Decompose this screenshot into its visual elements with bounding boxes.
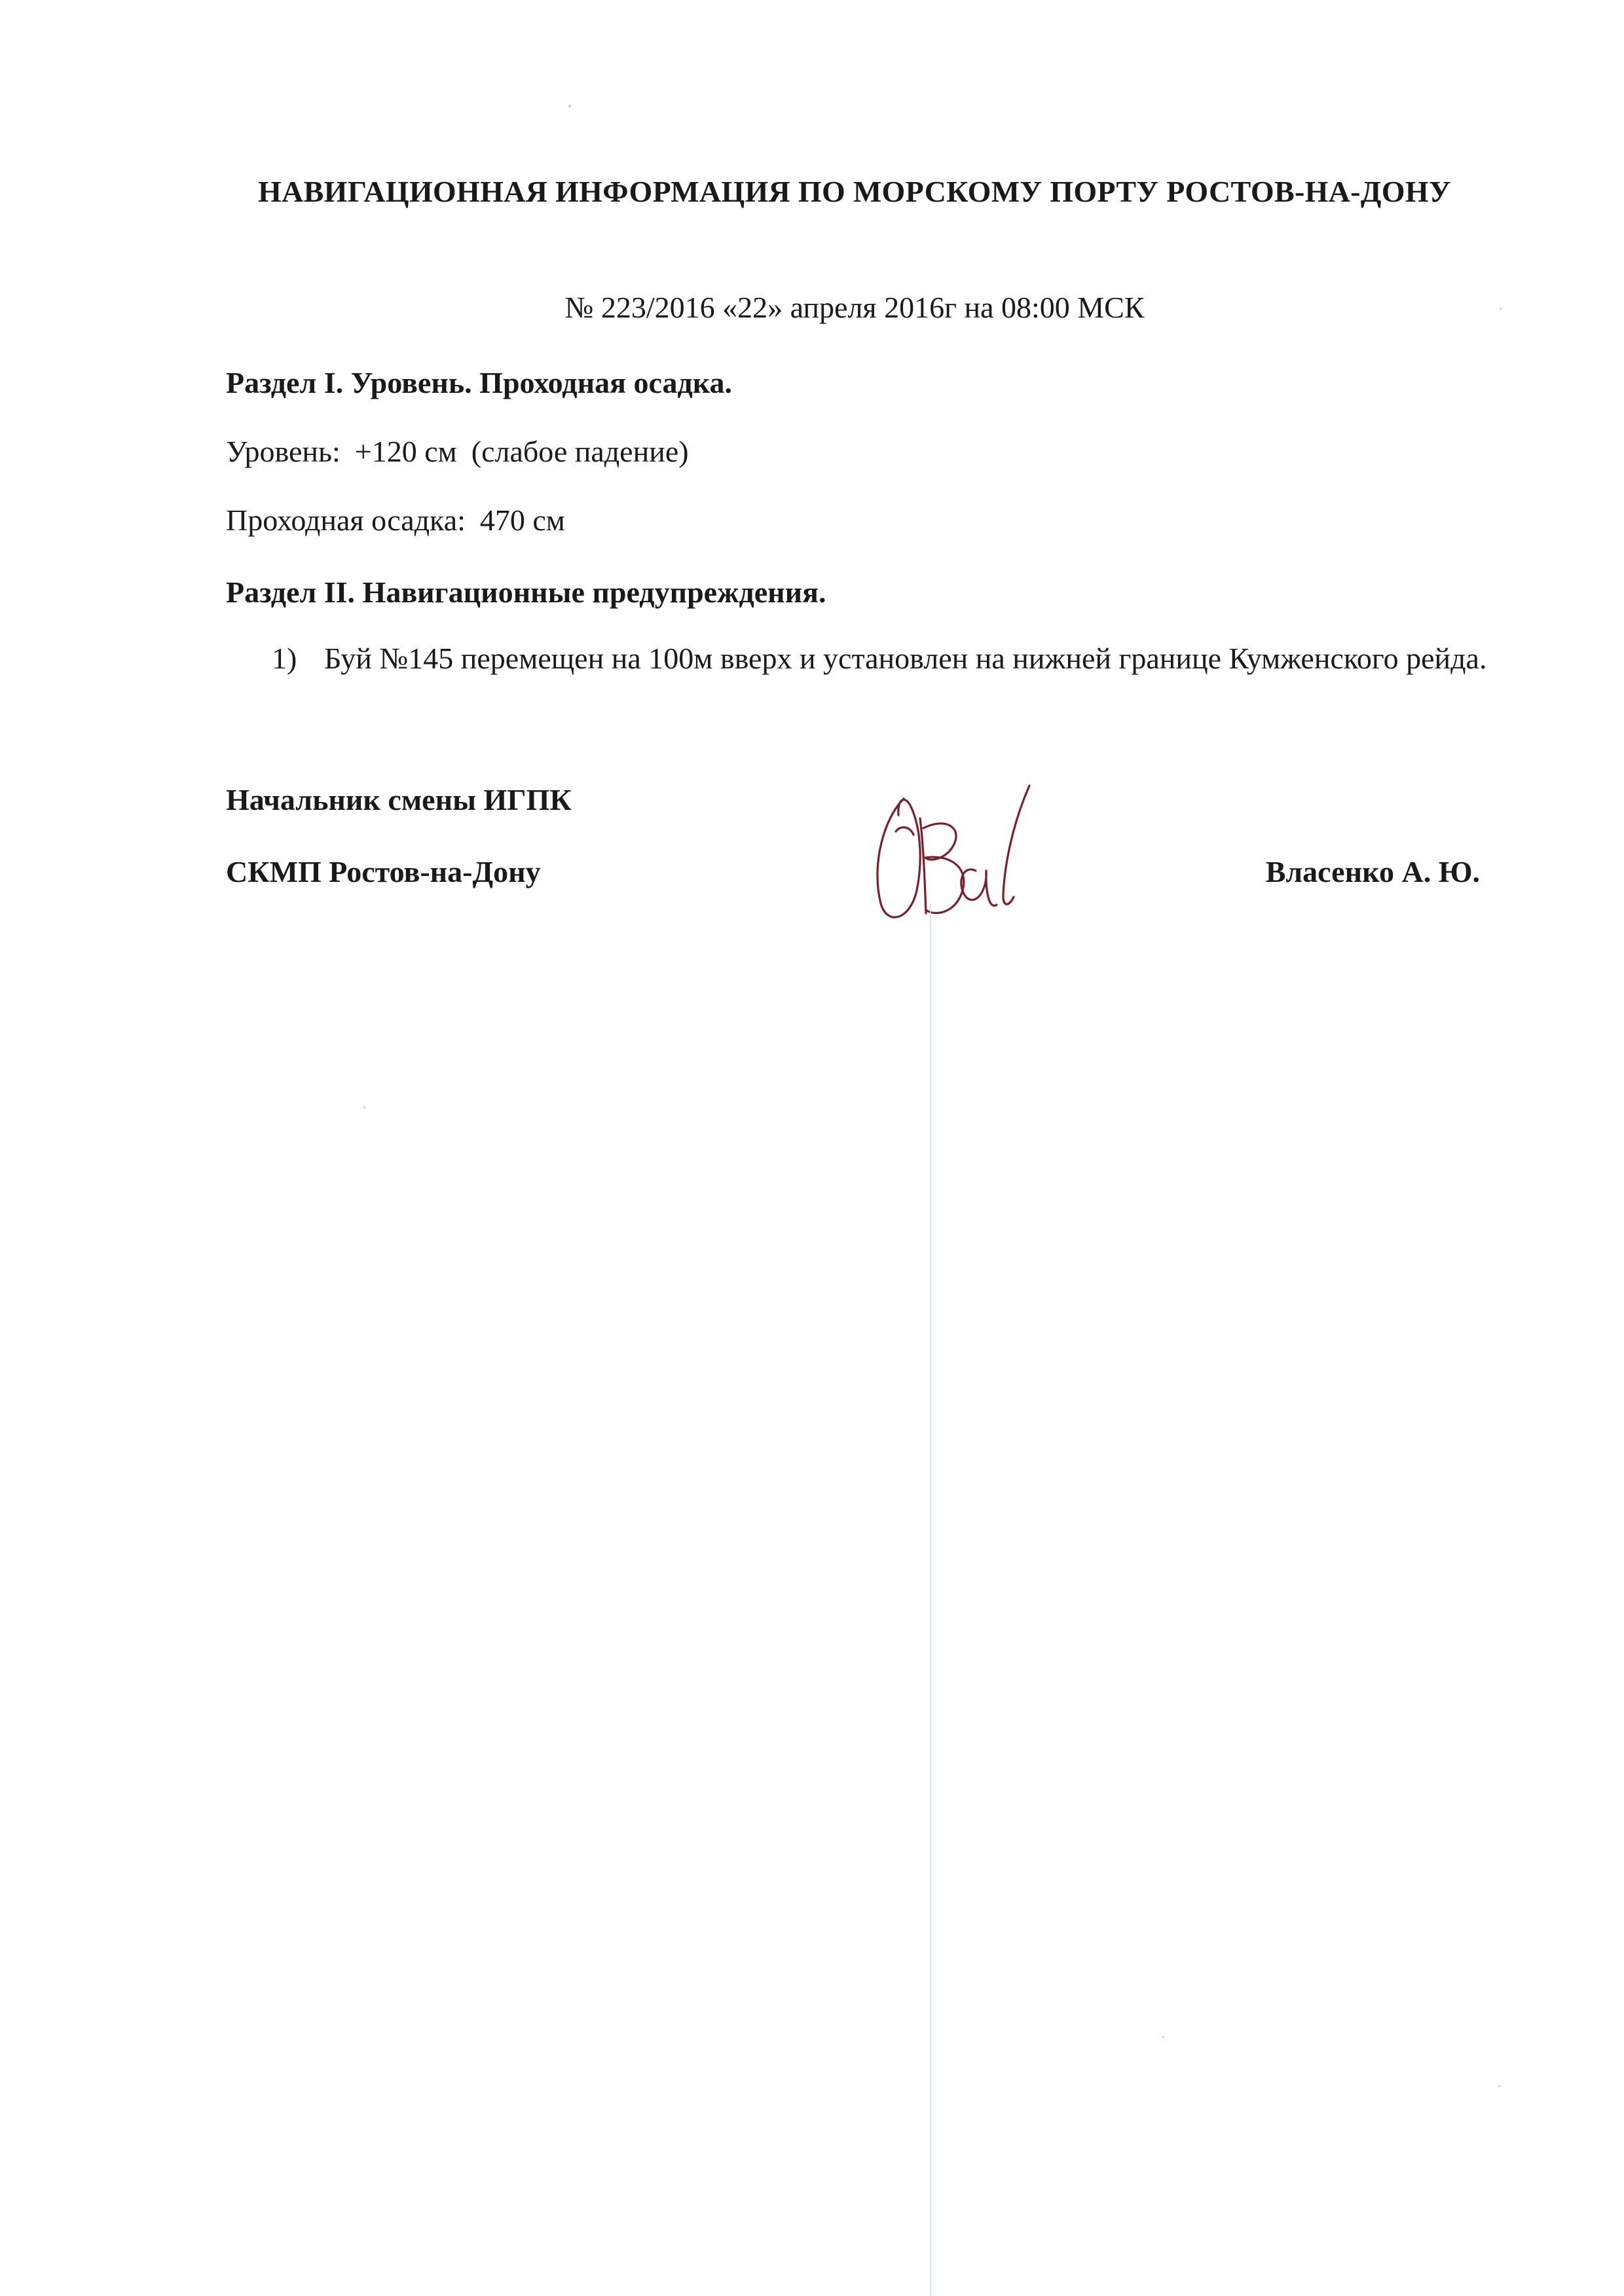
signatory-organization: СКМП Ростов-на-Дону bbox=[226, 855, 541, 888]
water-level-label: Уровень: bbox=[226, 435, 341, 468]
navigation-warning-item bbox=[272, 638, 1513, 679]
warning-item-text: Буй №145 перемещен на 100м вверх и установлен на нижней границе Кумженского рейда. bbox=[324, 642, 1487, 675]
scan-artifact-line bbox=[930, 903, 931, 2296]
scan-speck bbox=[1500, 308, 1502, 310]
signatory-name: Власенко А. Ю. bbox=[1265, 855, 1480, 888]
section-2-heading: Раздел II. Навигационные предупреждения. bbox=[226, 575, 826, 609]
passing-draft-label: Проходная осадка: bbox=[226, 503, 466, 537]
scan-speck bbox=[363, 1106, 365, 1108]
passing-draft-value: 470 см bbox=[479, 503, 565, 537]
passing-draft-row bbox=[226, 501, 565, 540]
water-level-trend: (слабое падение) bbox=[471, 435, 689, 468]
scan-speck bbox=[1498, 2085, 1500, 2087]
water-level-value: +120 см bbox=[354, 435, 457, 468]
scan-speck bbox=[1162, 2036, 1164, 2038]
warning-item-number: 1) bbox=[272, 642, 297, 675]
document-title: НАВИГАЦИОННАЯ ИНФОРМАЦИЯ ПО МОРСКОМУ ПОРТУ РОСТОВ-НА-ДОНУ bbox=[258, 175, 1451, 208]
scan-speck bbox=[568, 105, 571, 107]
handwritten-signature bbox=[858, 779, 1074, 930]
document-number-line: № 223/2016 «22» апреля 2016г на 08:00 МСК bbox=[564, 291, 1145, 324]
signatory-position: Начальник смены ИГПК bbox=[226, 783, 572, 816]
section-1-heading: Раздел I. Уровень. Проходная осадка. bbox=[226, 366, 733, 399]
water-level-row bbox=[226, 432, 689, 471]
